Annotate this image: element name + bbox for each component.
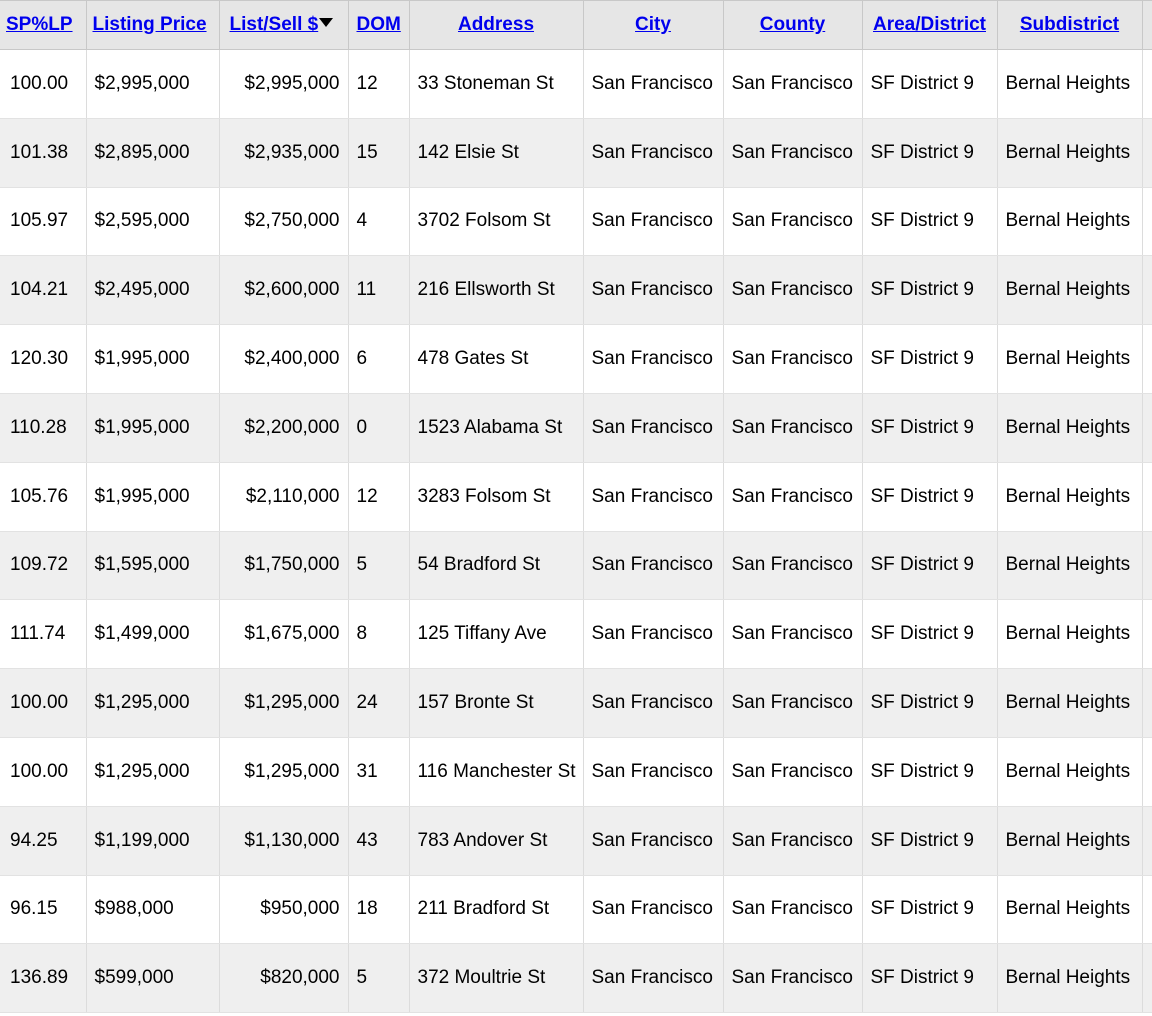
- cell-subdistrict: Bernal Heights: [997, 806, 1142, 875]
- cell-area-district: SF District 9: [862, 944, 997, 1013]
- cell-dom: 4: [348, 187, 409, 256]
- sort-link-area-district[interactable]: Area/District: [873, 14, 986, 35]
- cell-sp-lp: 105.76: [0, 462, 86, 531]
- cell-sp-lp: 111.74: [0, 600, 86, 669]
- cell-subdistrict: Bernal Heights: [997, 325, 1142, 394]
- cell-county: San Francisco: [723, 669, 862, 738]
- cell-dom: 12: [348, 462, 409, 531]
- cell-overflow: [1142, 806, 1152, 875]
- cell-city: San Francisco: [583, 462, 723, 531]
- cell-area-district: SF District 9: [862, 737, 997, 806]
- table-row[interactable]: [0, 325, 1152, 394]
- cell-overflow: [1142, 462, 1152, 531]
- cell-subdistrict: Bernal Heights: [997, 737, 1142, 806]
- cell-list-sell-price: $2,995,000: [219, 50, 348, 119]
- cell-sp-lp: 110.28: [0, 393, 86, 462]
- cell-subdistrict: Bernal Heights: [997, 118, 1142, 187]
- cell-subdistrict: Bernal Heights: [997, 669, 1142, 738]
- cell-list-sell-price: $2,200,000: [219, 393, 348, 462]
- cell-overflow: [1142, 737, 1152, 806]
- cell-overflow: [1142, 944, 1152, 1013]
- cell-county: San Francisco: [723, 600, 862, 669]
- cell-area-district: SF District 9: [862, 531, 997, 600]
- cell-area-district: SF District 9: [862, 462, 997, 531]
- cell-list-sell-price: $1,750,000: [219, 531, 348, 600]
- cell-overflow: [1142, 256, 1152, 325]
- cell-county: San Francisco: [723, 50, 862, 119]
- sort-link-city[interactable]: City: [635, 14, 671, 35]
- cell-dom: 5: [348, 944, 409, 1013]
- cell-listing-price: $2,495,000: [86, 256, 219, 325]
- cell-dom: 6: [348, 325, 409, 394]
- cell-area-district: SF District 9: [862, 118, 997, 187]
- cell-overflow: [1142, 875, 1152, 944]
- cell-listing-price: $1,995,000: [86, 393, 219, 462]
- cell-city: San Francisco: [583, 393, 723, 462]
- table-row[interactable]: [0, 187, 1152, 256]
- cell-address: 211 Bradford St: [409, 875, 583, 944]
- cell-city: San Francisco: [583, 187, 723, 256]
- cell-county: San Francisco: [723, 737, 862, 806]
- cell-county: San Francisco: [723, 187, 862, 256]
- header-row: [0, 1, 1152, 50]
- cell-address: 478 Gates St: [409, 325, 583, 394]
- header-list-sell: [219, 1, 348, 50]
- cell-area-district: SF District 9: [862, 50, 997, 119]
- cell-dom: 5: [348, 531, 409, 600]
- cell-list-sell-price: $2,110,000: [219, 462, 348, 531]
- table-row[interactable]: [0, 118, 1152, 187]
- cell-list-sell-price: $2,750,000: [219, 187, 348, 256]
- table-row[interactable]: [0, 531, 1152, 600]
- sort-link-sp-lp[interactable]: SP%LP: [6, 14, 73, 35]
- cell-county: San Francisco: [723, 875, 862, 944]
- header-subdistrict: [997, 1, 1142, 50]
- cell-listing-price: $1,595,000: [86, 531, 219, 600]
- cell-list-sell-price: $820,000: [219, 944, 348, 1013]
- table-row[interactable]: [0, 600, 1152, 669]
- table-row[interactable]: [0, 669, 1152, 738]
- cell-list-sell-price: $1,295,000: [219, 737, 348, 806]
- cell-county: San Francisco: [723, 256, 862, 325]
- cell-listing-price: $2,995,000: [86, 50, 219, 119]
- cell-dom: 18: [348, 875, 409, 944]
- cell-dom: 8: [348, 600, 409, 669]
- cell-list-sell-price: $950,000: [219, 875, 348, 944]
- cell-sp-lp: 120.30: [0, 325, 86, 394]
- header-overflow: [1142, 1, 1152, 50]
- cell-city: San Francisco: [583, 256, 723, 325]
- cell-list-sell-price: $2,600,000: [219, 256, 348, 325]
- cell-address: 125 Tiffany Ave: [409, 600, 583, 669]
- cell-list-sell-price: $1,295,000: [219, 669, 348, 738]
- cell-area-district: SF District 9: [862, 393, 997, 462]
- table-row[interactable]: [0, 462, 1152, 531]
- cell-listing-price: $1,995,000: [86, 462, 219, 531]
- table-row[interactable]: [0, 737, 1152, 806]
- cell-subdistrict: Bernal Heights: [997, 256, 1142, 325]
- cell-area-district: SF District 9: [862, 875, 997, 944]
- cell-listing-price: $2,595,000: [86, 187, 219, 256]
- cell-address: 3702 Folsom St: [409, 187, 583, 256]
- cell-listing-price: $1,995,000: [86, 325, 219, 394]
- cell-list-sell-price: $1,130,000: [219, 806, 348, 875]
- cell-listing-price: $599,000: [86, 944, 219, 1013]
- cell-sp-lp: 105.97: [0, 187, 86, 256]
- cell-dom: 15: [348, 118, 409, 187]
- cell-sp-lp: 104.21: [0, 256, 86, 325]
- cell-city: San Francisco: [583, 600, 723, 669]
- table-body: [0, 50, 1152, 1013]
- cell-area-district: SF District 9: [862, 325, 997, 394]
- sort-link-county[interactable]: County: [759, 14, 826, 35]
- cell-overflow: [1142, 600, 1152, 669]
- cell-city: San Francisco: [583, 806, 723, 875]
- cell-address: 33 Stoneman St: [409, 50, 583, 119]
- cell-address: 216 Ellsworth St: [409, 256, 583, 325]
- sort-link-subdistrict[interactable]: Subdistrict: [1019, 14, 1120, 35]
- sort-link-list-sell[interactable]: List/Sell $: [229, 14, 319, 35]
- cell-area-district: SF District 9: [862, 806, 997, 875]
- header-sp-lp: [0, 1, 86, 50]
- cell-sp-lp: 101.38: [0, 118, 86, 187]
- cell-listing-price: $2,895,000: [86, 118, 219, 187]
- cell-address: 116 Manchester St: [409, 737, 583, 806]
- cell-subdistrict: Bernal Heights: [997, 50, 1142, 119]
- sort-link-listing-price[interactable]: Listing Price: [92, 14, 207, 35]
- cell-city: San Francisco: [583, 531, 723, 600]
- cell-county: San Francisco: [723, 118, 862, 187]
- cell-address: 142 Elsie St: [409, 118, 583, 187]
- cell-listing-price: $988,000: [86, 875, 219, 944]
- cell-dom: 24: [348, 669, 409, 738]
- cell-address: 157 Bronte St: [409, 669, 583, 738]
- cell-sp-lp: 94.25: [0, 806, 86, 875]
- cell-area-district: SF District 9: [862, 669, 997, 738]
- cell-address: 372 Moultrie St: [409, 944, 583, 1013]
- cell-address: 54 Bradford St: [409, 531, 583, 600]
- table-row[interactable]: [0, 875, 1152, 944]
- sort-link-dom[interactable]: DOM: [356, 14, 401, 35]
- cell-subdistrict: Bernal Heights: [997, 187, 1142, 256]
- cell-sp-lp: 96.15: [0, 875, 86, 944]
- cell-overflow: [1142, 187, 1152, 256]
- cell-county: San Francisco: [723, 325, 862, 394]
- cell-overflow: [1142, 118, 1152, 187]
- cell-county: San Francisco: [723, 393, 862, 462]
- cell-listing-price: $1,199,000: [86, 806, 219, 875]
- table-row[interactable]: [0, 50, 1152, 119]
- cell-overflow: [1142, 325, 1152, 394]
- cell-sp-lp: 100.00: [0, 737, 86, 806]
- cell-dom: 0: [348, 393, 409, 462]
- cell-city: San Francisco: [583, 944, 723, 1013]
- table-row[interactable]: [0, 806, 1152, 875]
- cell-area-district: SF District 9: [862, 256, 997, 325]
- header-area-district: [862, 1, 997, 50]
- sort-descending-icon[interactable]: [319, 18, 333, 27]
- cell-listing-price: $1,295,000: [86, 737, 219, 806]
- cell-subdistrict: Bernal Heights: [997, 531, 1142, 600]
- sort-link-address[interactable]: Address: [457, 14, 535, 35]
- cell-subdistrict: Bernal Heights: [997, 462, 1142, 531]
- cell-subdistrict: Bernal Heights: [997, 600, 1142, 669]
- header-listing-price: [86, 1, 219, 50]
- header-city: [583, 1, 723, 50]
- cell-city: San Francisco: [583, 325, 723, 394]
- table-header: [0, 1, 1152, 50]
- cell-overflow: [1142, 50, 1152, 119]
- header-dom: [348, 1, 409, 50]
- cell-county: San Francisco: [723, 806, 862, 875]
- cell-county: San Francisco: [723, 944, 862, 1013]
- cell-dom: 11: [348, 256, 409, 325]
- cell-area-district: SF District 9: [862, 600, 997, 669]
- cell-dom: 43: [348, 806, 409, 875]
- cell-county: San Francisco: [723, 462, 862, 531]
- cell-county: San Francisco: [723, 531, 862, 600]
- cell-sp-lp: 100.00: [0, 669, 86, 738]
- cell-overflow: [1142, 393, 1152, 462]
- cell-city: San Francisco: [583, 737, 723, 806]
- cell-address: 783 Andover St: [409, 806, 583, 875]
- cell-overflow: [1142, 669, 1152, 738]
- cell-city: San Francisco: [583, 875, 723, 944]
- cell-list-sell-price: $2,935,000: [219, 118, 348, 187]
- cell-subdistrict: Bernal Heights: [997, 875, 1142, 944]
- cell-list-sell-price: $2,400,000: [219, 325, 348, 394]
- cell-dom: 12: [348, 50, 409, 119]
- cell-city: San Francisco: [583, 118, 723, 187]
- cell-address: 3283 Folsom St: [409, 462, 583, 531]
- table-row[interactable]: [0, 944, 1152, 1013]
- table-row[interactable]: [0, 256, 1152, 325]
- header-address: [409, 1, 583, 50]
- table-row[interactable]: [0, 393, 1152, 462]
- cell-city: San Francisco: [583, 669, 723, 738]
- cell-subdistrict: Bernal Heights: [997, 393, 1142, 462]
- cell-list-sell-price: $1,675,000: [219, 600, 348, 669]
- cell-sp-lp: 109.72: [0, 531, 86, 600]
- cell-dom: 31: [348, 737, 409, 806]
- cell-sp-lp: 100.00: [0, 50, 86, 119]
- cell-sp-lp: 136.89: [0, 944, 86, 1013]
- header-county: [723, 1, 862, 50]
- cell-listing-price: $1,295,000: [86, 669, 219, 738]
- cell-address: 1523 Alabama St: [409, 393, 583, 462]
- cell-listing-price: $1,499,000: [86, 600, 219, 669]
- cell-area-district: SF District 9: [862, 187, 997, 256]
- cell-subdistrict: Bernal Heights: [997, 944, 1142, 1013]
- cell-overflow: [1142, 531, 1152, 600]
- cell-city: San Francisco: [583, 50, 723, 119]
